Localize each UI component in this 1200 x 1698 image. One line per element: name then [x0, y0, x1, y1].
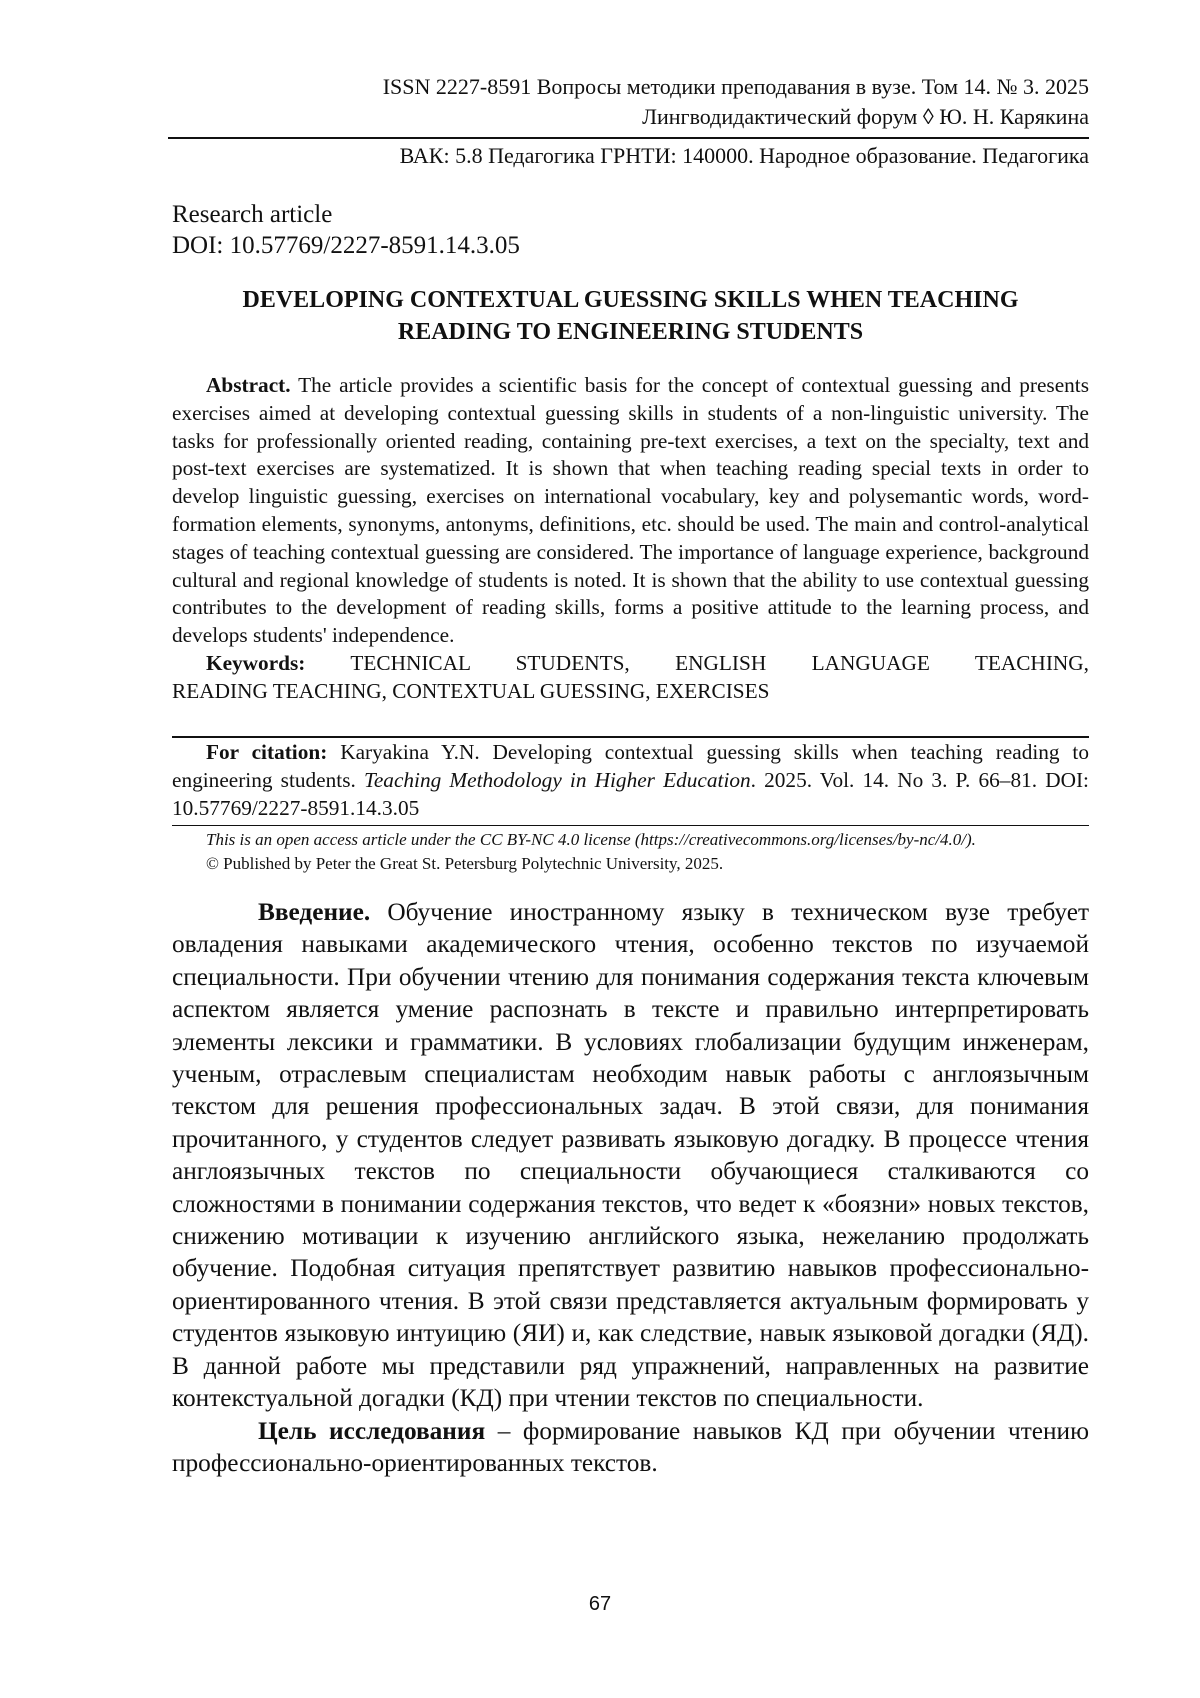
- main-text: [172, 896, 1089, 1479]
- intro-heading: Введение.: [258, 898, 371, 926]
- citation-rule: [172, 736, 1089, 738]
- goal-text: – формирование навыков КД при обучении чтению профессионально-ориентированных текстов.: [172, 1416, 1089, 1477]
- keywords-label: Keywords:: [206, 650, 306, 675]
- abstract-block: [172, 372, 1089, 706]
- publisher-notice: © Published by Peter the Great St. Petersburg Polytechnic University, 2025.: [206, 854, 724, 873]
- page-number: 67: [588, 1593, 612, 1615]
- journal-line: ISSN 2227-8591 Вопросы методики преподавания в вузе. Том 14. № 3. 2025: [382, 74, 1089, 99]
- citation-text-before: Karyakina Y.N. Developing contextual guessing skills when teaching reading to engineering students.: [172, 740, 1089, 792]
- running-header: [172, 72, 1089, 132]
- citation-paragraph: [172, 739, 1089, 822]
- abstract-label: Abstract.: [206, 373, 291, 397]
- keywords-line-2: READING TEACHING, CONTEXTUAL GUESSING, EXERCISES: [172, 678, 770, 703]
- goal-paragraph: [172, 1415, 1089, 1480]
- header-rule: [168, 137, 1089, 139]
- license-rule: [172, 825, 1089, 826]
- keywords-text-1: TECHNICAL STUDENTS, ENGLISH LANGUAGE TEACHING,: [305, 650, 1089, 675]
- citation-journal: Teaching Methodology in Higher Education: [363, 767, 751, 792]
- intro-paragraph: [172, 896, 1089, 1415]
- abstract-text: The article provides a scientific basis for the concept of contextual guessing and presents exercises aimed at developing contextual guessing skills in students of a non-linguistic university. The tasks for professionally oriented reading, containing pre-text exercises, a text on the specialty, text and post-text exercises are systematized. It is shown that when teaching reading special texts in order to develop linguistic guessing, exercises on international vocabulary, key and polysemantic words, word-formation elements, synonyms, antonyms, definitions, etc. should be used. The main and control-analytical stages of teaching contextual guessing are considered. The importance of language experience, background cultural and regional knowledge of students is noted. It is shown that the ability to use contextual guessing contributes to the development of reading skills, forms a positive attitude to the learning process, and develops students' independence.: [172, 373, 1089, 648]
- goal-heading: Цель исследования: [258, 1416, 486, 1445]
- citation-block: [172, 739, 1089, 822]
- abstract-paragraph: [172, 372, 1089, 650]
- keywords-line-1: [172, 650, 1089, 678]
- intro-text: Обучение иностранному языку в техническом вузе требует овладения навыками академического чтения, особенно текстов по изучаемой специальности. При обучении чтению для понимания содержания текста ключевым аспектом является умение распознать в тексте и правильно интерпретировать элементы лексики и грамматики. В условиях глобализации будущим инженерам, ученым, отраслевым специалистам необходим навык работы с англоязычным текстом для решения профессиональных задач. В этой связи, для понимания прочитанного, у студентов следует развивать языковую догадку. В процессе чтения англоязычных текстов по специальности обучающиеся сталкиваются со сложностями в понимании содержания текстов, что ведет к «боязни» новых текстов, снижению мотивации к изучению английского языка, нежеланию продолжать обучение. Подобная ситуация препятствует развитию навыков профессионально-ориентированного чтения. В этой связи представляется актуальным формировать у студентов языковую интуицию (ЯИ) и, как следствие, навык языковой догадки (ЯД). В данной работе мы представили ряд упражнений, направленных на развитие контекстуальной догадки (КД) при чтении текстов по специальности.: [172, 898, 1089, 1413]
- article-type: Research article: [172, 201, 333, 228]
- license-block: [172, 828, 1089, 876]
- citation-label: For citation:: [206, 740, 328, 764]
- article-title: [172, 284, 1089, 348]
- article-doi: DOI: 10.57769/2227-8591.14.3.05: [172, 232, 520, 259]
- classification-line: ВАК: 5.8 Педагогика ГРНТИ: 140000. Народное образование. Педагогика: [399, 143, 1089, 168]
- citation-text-after: . 2025. Vol. 14. No 3. P. 66–81. DOI: 10.57769/2227-8591.14.3.05: [172, 767, 1089, 820]
- title-line-1: DEVELOPING CONTEXTUAL GUESSING SKILLS WHEN TEACHING: [242, 287, 1019, 313]
- forum-author-line: Лингводидактический форум ◊ Ю. Н. Карякина: [642, 104, 1089, 129]
- open-access-notice: This is an open access article under the CC BY-NC 4.0 license (https://creativecommons.org/licenses/by-nc/4.0/).: [206, 830, 976, 849]
- title-line-2: READING TO ENGINEERING STUDENTS: [397, 319, 864, 345]
- article-meta: [172, 199, 1089, 261]
